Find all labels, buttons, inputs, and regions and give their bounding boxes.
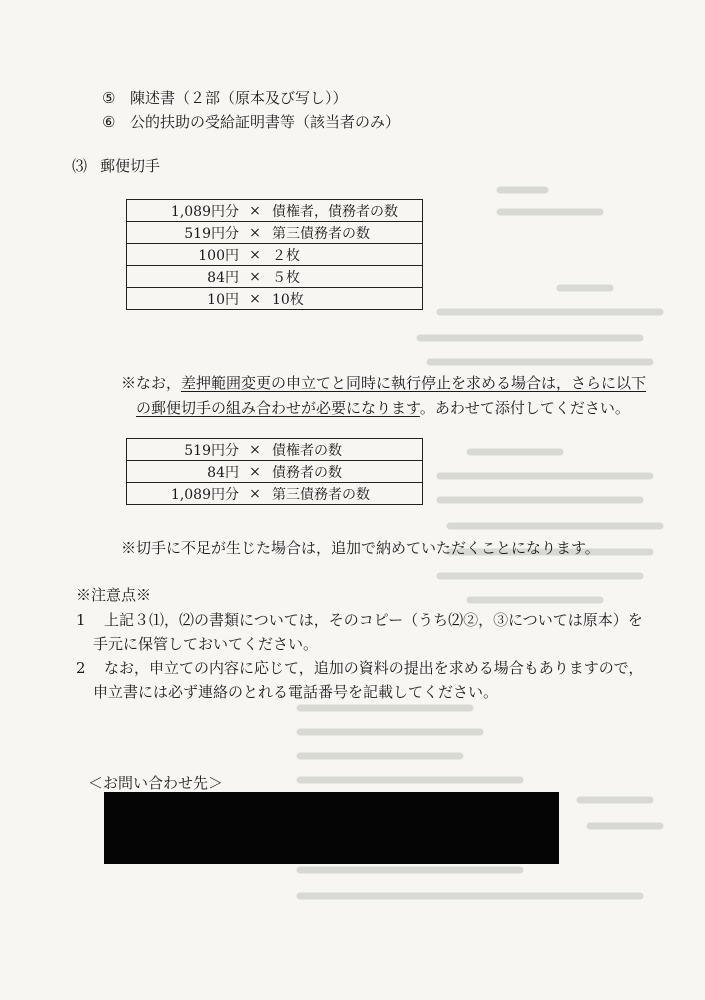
table-row bbox=[127, 200, 423, 222]
stamp-amount: 100円 bbox=[127, 244, 243, 266]
section-title: 郵便切手 bbox=[100, 157, 161, 175]
note-item-2-line-1 bbox=[76, 657, 643, 678]
stamp-amount: 10円 bbox=[127, 288, 243, 310]
note-underlined-text: 差押範囲変更の申立てと同時に執行停止を求める場合は，さらに以下 bbox=[181, 374, 647, 392]
table-row bbox=[127, 244, 423, 266]
stamp-count: 第三債務者の数 bbox=[268, 483, 423, 505]
contact-heading: ＜お問い合わせ先＞ bbox=[88, 774, 224, 792]
section-heading-postage bbox=[72, 155, 160, 176]
multiply-sign: × bbox=[242, 266, 268, 288]
table-row bbox=[127, 483, 423, 505]
multiply-sign: × bbox=[242, 200, 268, 222]
postage-table-2 bbox=[126, 438, 423, 505]
note-text: なお，申立ての内容に応じて，追加の資料の提出を求める場合もありますので， bbox=[104, 659, 644, 677]
stamp-count: ２枚 bbox=[268, 244, 423, 266]
note-prefix: ※なお， bbox=[121, 374, 182, 392]
notes-heading: ※注意点※ bbox=[76, 586, 152, 604]
stamp-amount: 84円 bbox=[127, 266, 243, 288]
stamp-amount: 84円 bbox=[127, 461, 243, 483]
note-item-1-line-2: 手元に保管しておいてください。 bbox=[93, 635, 319, 653]
note-underlined-text: の郵便切手の組み合わせが必要になります bbox=[136, 399, 420, 417]
item-marker: ⑤ bbox=[102, 89, 116, 107]
stamp-amount: 1,089円分 bbox=[127, 483, 243, 505]
multiply-sign: × bbox=[242, 222, 268, 244]
stamp-count: 第三債務者の数 bbox=[268, 222, 423, 244]
note-suffix: 。あわせて添付してください。 bbox=[419, 399, 630, 417]
stamp-amount: 1,089円分 bbox=[127, 200, 243, 222]
item-text: 公的扶助の受給証明書等（該当者のみ） bbox=[130, 113, 401, 131]
multiply-sign: × bbox=[242, 439, 268, 461]
note-text: 上記３⑴，⑵の書類については，そのコピー（うち⑵②，③については原本）を bbox=[104, 611, 643, 629]
document-item-6 bbox=[102, 111, 400, 132]
table-row bbox=[127, 222, 423, 244]
redaction-block bbox=[104, 792, 559, 864]
item-marker: ⑥ bbox=[102, 113, 116, 131]
section-marker: ⑶ bbox=[72, 157, 88, 175]
stamp-count: 債権者の数 bbox=[268, 439, 423, 461]
stamp-count: ５枚 bbox=[268, 266, 423, 288]
note-number: 2 bbox=[76, 659, 86, 677]
stamp-count: 債権者，債務者の数 bbox=[268, 200, 423, 222]
postage-shortage-note: ※切手に不足が生じた場合は，追加で納めていただくことになります。 bbox=[121, 539, 600, 557]
note-item-1-line-1 bbox=[76, 609, 643, 630]
stamp-count: 10枚 bbox=[268, 288, 423, 310]
table-row bbox=[127, 266, 423, 288]
postage-note-line-2 bbox=[136, 397, 630, 418]
note-item-2-line-2: 申立書には必ず連絡のとれる電話番号を記載してください。 bbox=[93, 683, 499, 701]
multiply-sign: × bbox=[242, 461, 268, 483]
document-item-5 bbox=[102, 87, 348, 108]
multiply-sign: × bbox=[242, 244, 268, 266]
postage-note-line-1 bbox=[121, 372, 646, 393]
stamp-amount: 519円分 bbox=[127, 222, 243, 244]
table-row bbox=[127, 288, 423, 310]
multiply-sign: × bbox=[242, 483, 268, 505]
table-row bbox=[127, 439, 423, 461]
stamp-count: 債務者の数 bbox=[268, 461, 423, 483]
table-row bbox=[127, 461, 423, 483]
postage-table-1 bbox=[126, 199, 423, 310]
multiply-sign: × bbox=[242, 288, 268, 310]
stamp-amount: 519円分 bbox=[127, 439, 243, 461]
item-text: 陳述書（２部（原本及び写し）） bbox=[130, 89, 348, 107]
note-number: 1 bbox=[76, 611, 86, 629]
